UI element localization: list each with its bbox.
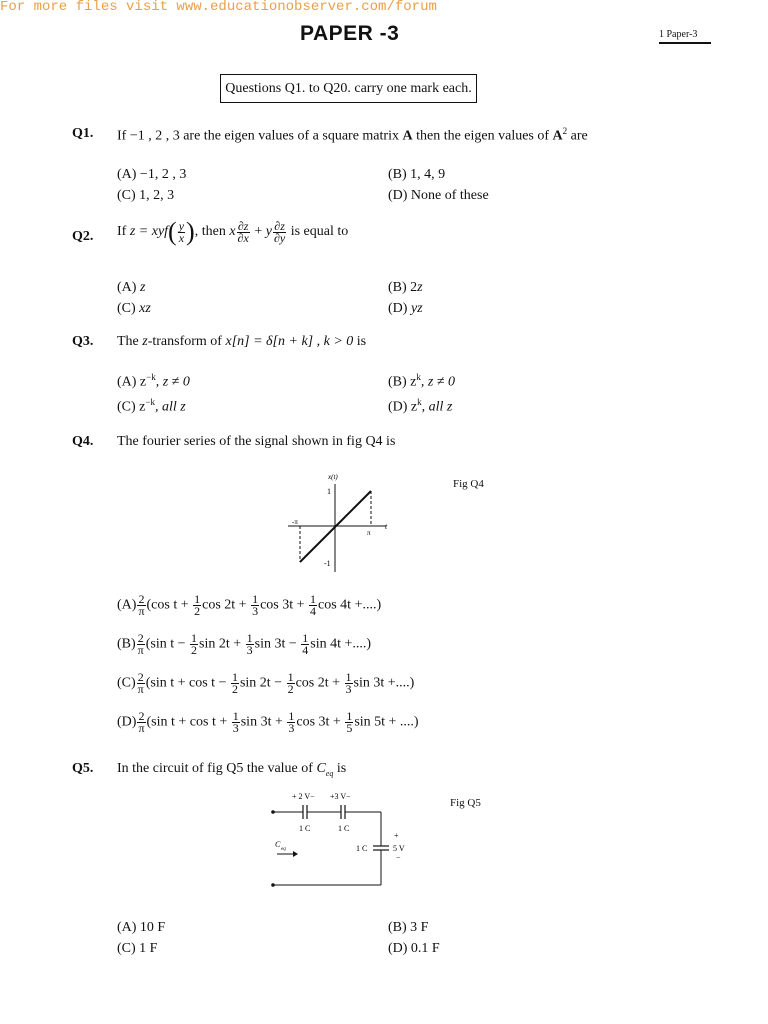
fig-q5-c3: 1 C [356, 844, 368, 853]
q4-a-lead-num: 2 [138, 592, 145, 606]
q1-option-a: (A) −1, 2 , 3 [117, 167, 187, 182]
q5-text-post: is [333, 761, 347, 776]
q4-c-t2-den: 2 [287, 682, 294, 696]
q4-b-lead-num: 2 [137, 631, 144, 645]
q5-c-sub: eq [325, 768, 334, 778]
q3-option-a-power: −k [146, 372, 156, 382]
fig-q4-y-bottom: -1 [324, 559, 331, 568]
fig-q5-v2: +3 V− [330, 792, 351, 801]
q2-frac3-num: ∂z [274, 218, 285, 233]
q3-text-mid: -transform of [147, 334, 226, 349]
q5-text-pre: In the circuit of fig Q5 the value of [117, 761, 317, 776]
q4-a-t1-pre: (cos t + [146, 597, 193, 613]
q4-option-d-label: (D) [117, 714, 137, 730]
q2-frac2 [237, 218, 250, 245]
q4-c-t1-num: 1 [231, 670, 238, 684]
q4-d-t3-frac [345, 711, 353, 734]
q4-option-c [117, 672, 414, 695]
q1-text-post: are [567, 128, 588, 144]
fig-q5-ceq-sub: eq [281, 847, 286, 852]
q1-text-pre: If −1 , 2 , 3 are the eigen values of a square matrix [117, 128, 403, 144]
q4-d-t1-den: 3 [232, 721, 239, 735]
fig-q4-x-left: -π [292, 518, 298, 526]
q5-option-d: (D) 0.1 F [388, 941, 440, 956]
q3-option-d-power: k [417, 397, 422, 407]
q4-a-t2-num: 1 [252, 592, 259, 606]
q2-var-y: y [265, 224, 272, 240]
q1-option-b: (B) 1, 4, 9 [388, 167, 446, 182]
fig-q5-ceq: C [275, 840, 281, 849]
q2-number: Q2. [72, 229, 94, 244]
q3-option-b-label: (B) z [388, 374, 417, 390]
fig-q4-plot [282, 468, 394, 578]
q1-text [117, 126, 588, 145]
q4-a-t3-frac [309, 594, 317, 617]
q4-option-a [117, 594, 381, 617]
q4-a-t3-num: 1 [310, 592, 317, 606]
q3-option-c [117, 397, 186, 416]
fig-q5-circuit [265, 788, 415, 892]
q4-d-t1-frac [232, 711, 240, 734]
q1-option-c: (C) 1, 2, 3 [117, 188, 175, 203]
q3-number: Q3. [72, 334, 94, 349]
q4-d-t2-post: cos 3t + [296, 714, 345, 730]
q4-d-t3-post: sin 5t + ....) [354, 714, 419, 730]
fig-q4-label: Fig Q4 [453, 478, 484, 490]
fig-q4-y-top: 1 [327, 487, 331, 496]
q3-option-a [117, 372, 190, 391]
fig-q5-c1: 1 C [299, 824, 311, 833]
q4-a-t2-post: cos 3t + [260, 597, 309, 613]
q4-d-t1-pre: (sin t + cos t + [146, 714, 231, 730]
q4-a-t3-den: 4 [310, 604, 317, 618]
q2-text [117, 219, 348, 245]
q3-option-b-power: k [416, 372, 421, 382]
q4-c-t3-num: 1 [345, 670, 352, 684]
q4-text: The fourier series of the signal shown in fig Q4 is [117, 434, 396, 449]
q4-d-t2-frac [287, 711, 295, 734]
fig-q5-label: Fig Q5 [450, 797, 481, 809]
q4-a-t1-frac [193, 594, 201, 617]
q2-option-a-var: z [139, 280, 146, 295]
q4-b-t1-den: 2 [191, 643, 198, 657]
q1-matrix: A [402, 128, 413, 144]
q4-d-t2-den: 3 [288, 721, 295, 735]
fig-q5-arrow-head [293, 851, 298, 857]
fig-q5-minus: − [396, 853, 401, 862]
q4-c-t2-frac [287, 672, 295, 695]
q4-b-t1-pre: (sin t − [145, 636, 190, 652]
q4-b-t3-frac [301, 633, 309, 656]
q1-number: Q1. [72, 126, 94, 141]
q5-option-a: (A) 10 F [117, 920, 166, 935]
q3-option-b [388, 372, 455, 391]
q2-frac1-num: y [178, 218, 185, 233]
q4-b-t1-num: 1 [191, 631, 198, 645]
q4-d-lead-num: 2 [138, 709, 145, 723]
q3-option-c-cond: , all z [154, 399, 186, 415]
q4-c-lead-num: 2 [137, 670, 144, 684]
q4-a-t3-post: cos 4t +....) [318, 597, 382, 613]
q4-d-t3-num: 1 [346, 709, 353, 723]
q4-c-t2-num: 1 [287, 670, 294, 684]
q4-d-t1-num: 1 [232, 709, 239, 723]
q3-option-b-cond: , z ≠ 0 [420, 374, 456, 390]
q4-b-t2-num: 1 [246, 631, 253, 645]
q4-option-d [117, 711, 419, 734]
q2-option-b-var: z [417, 280, 423, 295]
q3-option-d-cond: , all z [421, 399, 453, 415]
q2-frac3-den: ∂y [273, 230, 286, 245]
q4-a-t2-frac [251, 594, 259, 617]
q4-number: Q4. [72, 434, 94, 449]
q4-c-t3-den: 3 [345, 682, 352, 696]
q1-matrix2: A [552, 128, 563, 144]
q2-option-a-label: (A) [117, 280, 140, 295]
q3-option-d-label: (D) z [388, 399, 418, 415]
q3-option-a-cond: , z ≠ 0 [155, 374, 190, 390]
q4-a-t1-num: 1 [194, 592, 201, 606]
q2-expr: z = xyf [129, 224, 169, 240]
q1-power: 2 [562, 126, 568, 136]
q4-b-t3-post: sin 4t +....) [310, 636, 372, 652]
q4-c-t1-frac [231, 672, 239, 695]
q4-option-c-lead [137, 672, 145, 695]
q4-option-c-label: (C) [117, 675, 136, 691]
q4-b-t2-den: 3 [246, 643, 253, 657]
q2-option-b [388, 280, 423, 296]
q4-d-t2-num: 1 [288, 709, 295, 723]
q4-c-t2-post: cos 2t + [295, 675, 344, 691]
q5-c: C [316, 761, 326, 776]
q2-plus: + [250, 224, 266, 240]
q4-a-t2-den: 3 [252, 604, 259, 618]
q2-option-c-label: (C) [117, 301, 140, 316]
q4-b-t2-frac [246, 633, 254, 656]
q5-number: Q5. [72, 761, 94, 776]
q4-b-t1-post: sin 2t + [199, 636, 245, 652]
q4-b-t2-post: sin 3t − [254, 636, 301, 652]
header-link[interactable]: For more files visit www.educationobserver.com/forum [0, 0, 437, 15]
q5-text [117, 761, 346, 778]
q4-b-t1-frac [190, 633, 198, 656]
q4-d-t1-post: sin 3t + [240, 714, 287, 730]
q2-option-c-var: xz [139, 301, 151, 316]
q2-option-d-label: (D) [388, 301, 411, 316]
fig-q5-terminal-bottom [271, 883, 275, 887]
q2-option-a [117, 280, 145, 296]
q2-frac1 [178, 218, 185, 245]
q4-b-t3-den: 4 [302, 643, 309, 657]
q4-option-b-label: (B) [117, 636, 136, 652]
q4-a-t1-den: 2 [194, 604, 201, 618]
q4-option-a-lead [137, 594, 145, 617]
q2-text-post: is equal to [287, 224, 349, 240]
q3-text-post: is [353, 334, 367, 349]
q2-var-x: x [229, 224, 236, 240]
q1-option-d: (D) None of these [388, 188, 489, 203]
q5-option-c: (C) 1 F [117, 941, 158, 956]
fig-q5-plus: + [394, 831, 399, 840]
q2-text-pre: If [117, 224, 130, 240]
q2-option-d-var: yz [410, 301, 423, 316]
q3-text [117, 334, 366, 350]
q3-z: z [142, 334, 148, 349]
q3-option-c-label: (C) z [117, 399, 146, 415]
q4-option-b-lead [137, 633, 145, 656]
q4-option-b [117, 633, 371, 656]
q4-c-t1-den: 2 [231, 682, 238, 696]
instruction-box: Questions Q1. to Q20. carry one mark each. [220, 74, 477, 103]
q4-option-d-lead [137, 711, 145, 734]
q3-option-c-power: −k [145, 397, 155, 407]
q2-frac3 [273, 218, 286, 245]
paper-title: PAPER -3 [300, 22, 400, 45]
q4-d-lead-den: π [138, 721, 145, 735]
q4-d-t3-den: 5 [346, 721, 353, 735]
q2-paren-open: ( [168, 217, 177, 246]
fig-q5-c2: 1 C [338, 824, 350, 833]
q4-c-t3-post: sin 3t +....) [353, 675, 415, 691]
q4-a-t1-post: cos 2t + [202, 597, 251, 613]
fig-q5-v1: + 2 V− [292, 792, 315, 801]
q2-frac1-den: x [178, 230, 185, 245]
q3-text-pre: The [117, 334, 143, 349]
q4-a-lead-den: π [138, 604, 145, 618]
q5-option-b: (B) 3 F [388, 920, 429, 935]
q2-option-c [117, 301, 151, 317]
q1-text-mid: then the eigen values of [412, 128, 553, 144]
q4-c-lead-den: π [137, 682, 144, 696]
q3-expr: x[n] = δ[n + k] , k > 0 [225, 334, 354, 349]
fig-q5-v3: 5 V [393, 844, 405, 853]
q4-b-t3-num: 1 [302, 631, 309, 645]
q2-option-b-label: (B) 2 [388, 280, 418, 295]
q4-option-a-label: (A) [117, 597, 137, 613]
q2-paren-close: ) [186, 217, 195, 246]
q2-text-mid: , then [194, 224, 230, 240]
q4-c-t1-pre: (sin t + cos t − [145, 675, 230, 691]
q3-option-a-label: (A) z [117, 374, 147, 390]
q2-frac2-num: ∂z [237, 218, 249, 233]
q2-frac2-den: ∂x [237, 230, 249, 245]
fig-q4-x-right: π [367, 529, 371, 537]
page-number: 1 Paper-3 [659, 29, 711, 44]
q3-option-d [388, 397, 452, 416]
q4-b-lead-den: π [137, 643, 144, 657]
q4-c-t1-post: sin 2t − [239, 675, 286, 691]
fig-q4-y-label: x(t) [328, 473, 338, 481]
fig-q4-t-label: t [385, 522, 388, 531]
q4-c-t3-frac [345, 672, 353, 695]
fig-q5-terminal-top [271, 810, 275, 814]
q2-option-d [388, 301, 423, 317]
